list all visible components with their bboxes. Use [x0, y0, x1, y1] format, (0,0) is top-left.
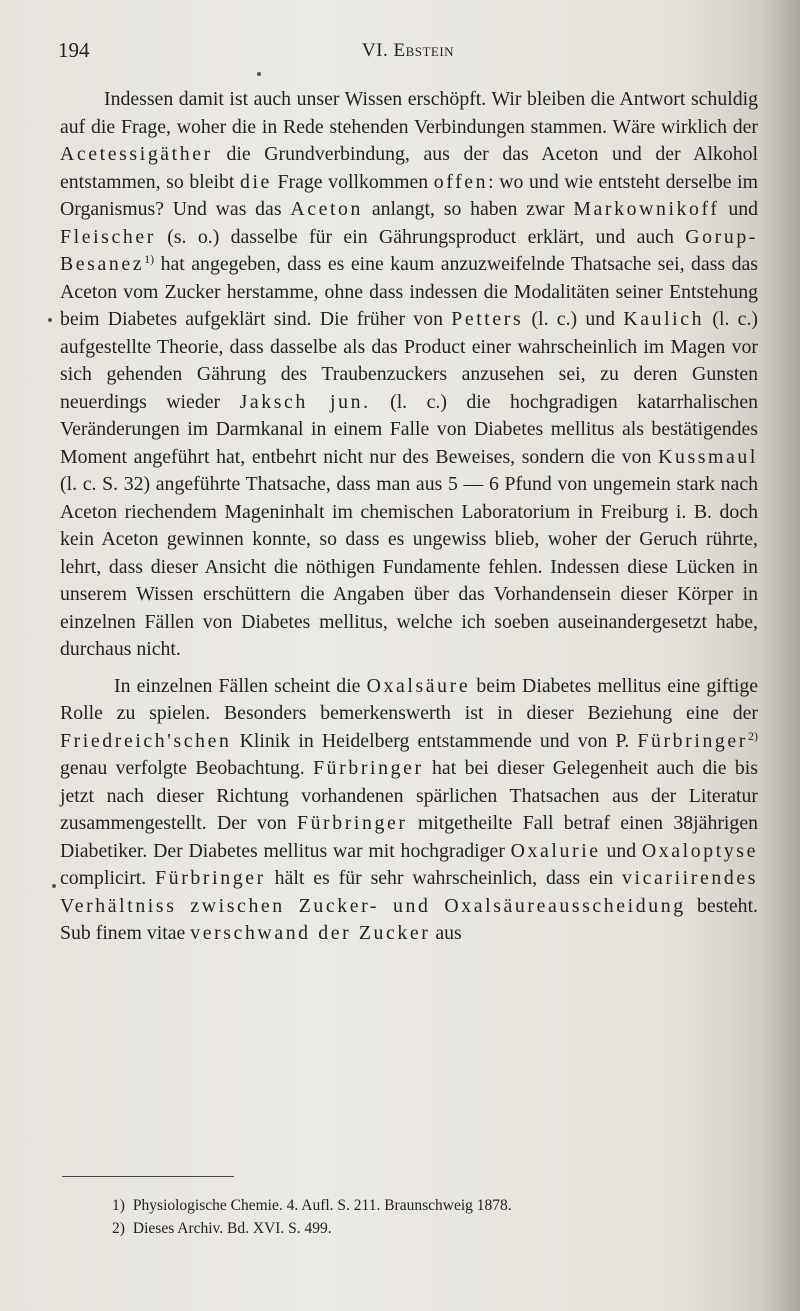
footnote-rule: [62, 1176, 234, 1177]
emphasized-text: Markownikoff: [573, 198, 720, 220]
text-run: : wo und wie entsteht derselbe im Organismus? Und was das: [60, 170, 758, 220]
text-run: complicirt.: [60, 867, 156, 889]
emphasized-text: Kaulich: [623, 308, 705, 330]
footnote-ref: 1): [144, 252, 155, 266]
emphasized-text: Aceton: [290, 198, 364, 220]
emphasized-text: Jaksch jun.: [239, 390, 371, 413]
emphasized-text: Fürbringer: [637, 729, 748, 752]
footnote-number: 2): [112, 1220, 125, 1237]
text-run: Klinik in Heidelberg entstammende und von P.: [231, 729, 638, 752]
text-run: anlangt, so haben zwar: [363, 198, 574, 220]
emphasized-text: vicariirendes Verhältniss zwischen Zucker- und Oxalsäureausscheidung: [60, 867, 758, 917]
footnote-number: 1): [112, 1197, 125, 1214]
text-run: und: [719, 198, 758, 220]
print-speck: [52, 884, 56, 888]
emphasized-text: Friedreich'schen: [60, 729, 232, 752]
text-run: besteht. Sub finem vitae: [60, 894, 759, 944]
text-run: mitgetheilte Fall betraf einen 38jährigen Diabetiker. Der Diabetes mellitus war mit hochgradiger: [60, 812, 758, 862]
page-number: 194: [58, 38, 90, 62]
text-run: Indessen damit ist auch unser Wissen erschöpft. Wir bleiben die Antwort schuldig auf die Frage, woher die in Rede stehenden Verbindungen stammen. Wäre wirklich der: [60, 88, 758, 138]
emphasized-text: Fürbringer: [296, 812, 408, 834]
paragraph-2: [60, 673, 758, 948]
text-run: In einzelnen Fällen scheint die: [114, 674, 367, 697]
text-run: (l. c. S. 32) angeführte Thatsache, dass man aus 5 — 6 Pfund von ungemein stark nach Aceton riechendem Mageninhalt im chemischen Laboratorium in Freiburg i. B. doch kein Aceton gewinnen konnte, so dass es ungewiss blieb, woher der Geruch rührte, lehrt, dass dieser Ansicht die nöthigen Fundamente fehlen. Indessen diese Lücken in unserem Wissen erschüttern die Angaben über das Vorhandensein dieser Körper in einzelnen Fällen von Diabetes mellitus, welche ich soeben auseinandergesetzt habe, durchaus nicht.: [60, 473, 758, 660]
footnote-1: [112, 1194, 752, 1217]
page-header: [58, 38, 758, 70]
text-run: aus: [430, 922, 462, 944]
footnote-text: Dieses Archiv. Bd. XVI. S. 499.: [132, 1220, 332, 1237]
text-run: beim Diabetes mellitus eine giftige Rolle zu spielen. Besonders bemerkenswerth ist in dieser Beziehung eine der: [60, 674, 758, 724]
chapter-author: Ebstein: [393, 40, 455, 61]
emphasized-text: verschwand der Zucker: [190, 922, 431, 944]
text-run: genau verfolgte Beobachtung.: [60, 757, 314, 779]
text-run: (l. c.) und: [523, 308, 624, 330]
emphasized-text: Kussmaul: [658, 445, 758, 468]
print-speck: [257, 72, 261, 76]
text-run: Frage vollkommen: [271, 170, 434, 193]
emphasized-text: Fürbringer: [313, 757, 424, 779]
print-speck: [48, 318, 52, 322]
footnote-ref: 2): [748, 728, 758, 743]
emphasized-text: Oxaloptyse: [641, 839, 758, 862]
running-head: [58, 40, 758, 62]
text-run: und: [600, 839, 642, 862]
footnote-2: [112, 1217, 752, 1240]
emphasized-text: offen: [433, 170, 489, 193]
emphasized-text: Oxalsäure: [366, 674, 471, 697]
text-run: hat bei dieser Gelegenheit auch die bis jetzt nach dieser Richtung vorhandenen spärlichen Thatsachen aus der Literatur zusammengestellt. Der von: [60, 757, 758, 834]
emphasized-text: Gorup-Besanez: [60, 225, 758, 275]
emphasized-text: Fleischer: [60, 225, 156, 248]
paragraph-1: [60, 86, 758, 664]
text-run: die Grundverbindung, aus der das Aceton und der Alkohol entstammen, so bleibt: [60, 143, 758, 193]
body-text: [60, 86, 758, 948]
emphasized-text: Petters: [451, 308, 524, 330]
emphasized-text: die: [239, 170, 272, 193]
text-run: (l. c.) die hochgradigen katarrhalischen Veränderungen im Darmkanal in einem Falle von Diabetes mellitus als bestätigendes Moment angeführt hat, entbehrt nicht nur des Beweises, sondern die von: [60, 390, 758, 468]
footnote-text: Physiologische Chemie. 4. Aufl. S. 211. Braunschweig 1878.: [132, 1197, 512, 1214]
emphasized-text: Oxalurie: [510, 839, 601, 862]
emphasized-text: Acetessigäther: [60, 143, 213, 165]
footnotes: [112, 1194, 752, 1240]
chapter-roman: VI.: [361, 40, 389, 61]
emphasized-text: Fürbringer: [155, 867, 266, 889]
text-run: (l. c.) aufgestellte Theorie, dass dasselbe als das Product einer wahrscheinlich im Magen vor sich gehenden Gährung des Traubenzuckers anzusehen sei, zu deren Gunsten neuerdings wieder: [60, 308, 758, 413]
text-run: (s. o.) dasselbe für ein Gährungsproduct erklärt, und auch: [155, 225, 686, 248]
text-run: hat angegeben, dass es eine kaum anzuzweifelnde Thatsache sei, dass das Aceton vom Zucker herstamme, ohne dass indessen die Modalitäten seiner Entstehung beim Diabetes aufgeklärt sind. Die früher von: [60, 253, 758, 330]
text-run: hält es für sehr wahrscheinlich, dass ein: [265, 867, 623, 889]
